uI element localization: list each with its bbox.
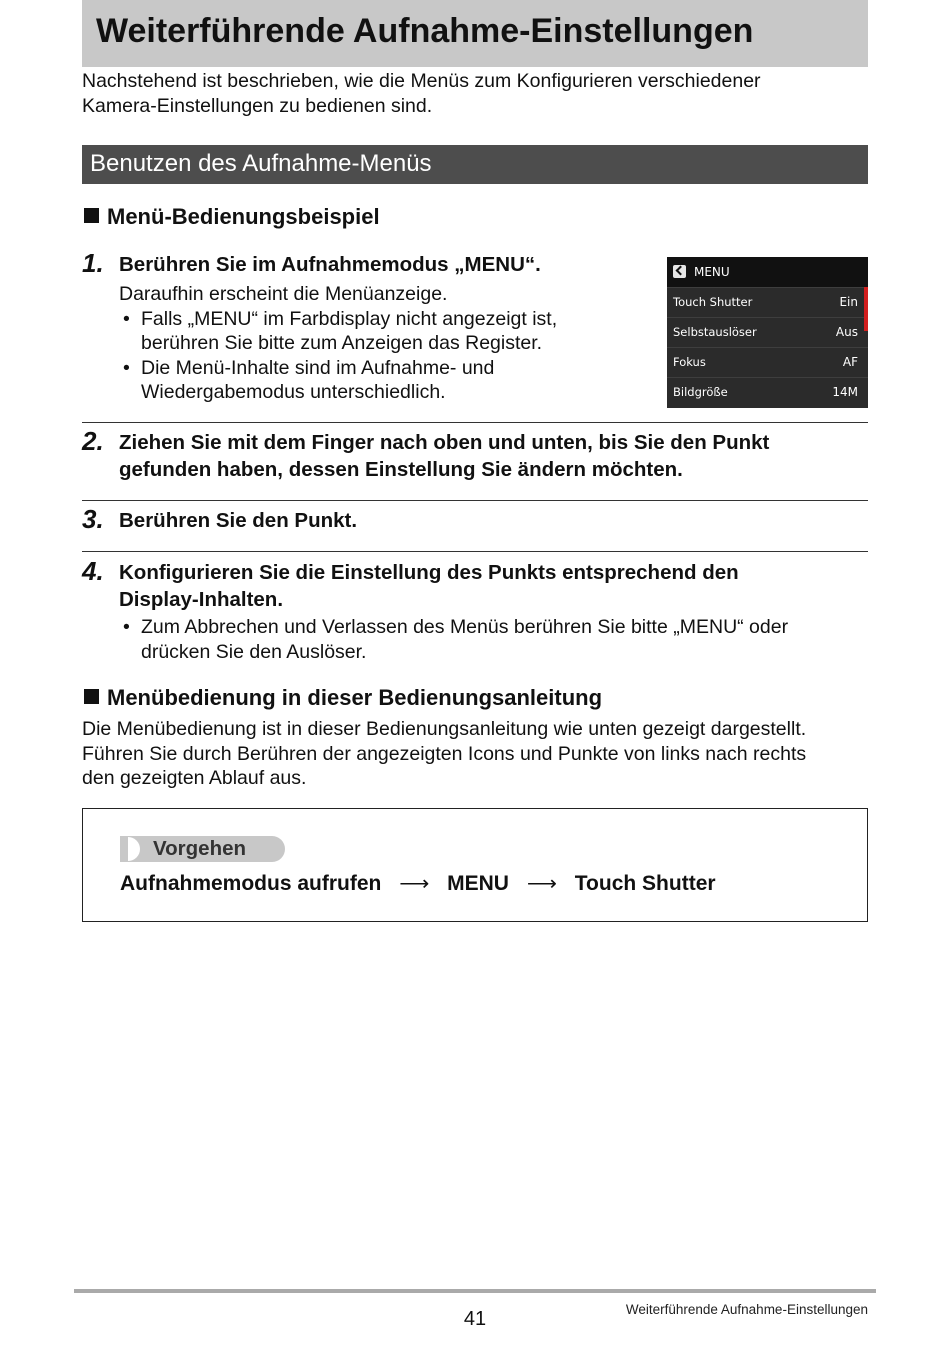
camera-menu-title: MENU [694,265,730,279]
arrow-right-icon: ⟶ [526,872,557,895]
row-label: Selbstauslöser [673,325,757,339]
step-title-line: Ziehen Sie mit dem Finger nach oben und unten, bis Sie den Punkt [119,431,770,454]
subheading-text: Menü-Bedienungsbeispiel [107,204,380,229]
bullet-line: Wiedergabemodus unterschiedlich. [141,381,446,403]
row-label: Touch Shutter [673,295,753,309]
paragraph-line: Die Menübedienung ist in dieser Bedienungsanleitung wie unten gezeigt dargestellt. [82,718,807,740]
step-title [119,559,869,613]
step-number: 1. [82,248,104,278]
square-bullet-icon [84,689,99,704]
procedure-step: MENU [447,872,509,895]
step-body [119,615,869,664]
camera-menu-row [667,317,868,347]
subheading-manual-notation [84,685,602,711]
camera-menu-header [667,257,868,287]
row-value: Ein [839,295,858,309]
page-number: 41 [463,1308,487,1330]
procedure-box [82,808,868,922]
step-title-line: Display-Inhalten. [119,588,284,611]
bullet-item [119,307,659,356]
paragraph-line: den gezeigten Ablauf aus. [82,767,307,789]
bullet-line: berühren Sie bitte zum Anzeigen das Register. [141,332,543,354]
section-title: Benutzen des Aufnahme-Menüs [90,150,432,177]
intro-line: Kamera-Einstellungen zu bedienen sind. [82,94,433,117]
step-title: Berühren Sie den Punkt. [119,509,358,532]
row-value: 14M [832,385,858,399]
divider [82,500,868,501]
page-title-bar [82,0,868,67]
procedure-step: Touch Shutter [574,872,716,895]
procedure-label-badge [120,836,285,862]
row-label: Fokus [673,355,706,369]
divider [82,422,868,423]
procedure-label: Vorgehen [153,837,247,860]
row-value: Aus [835,325,858,339]
paragraph-line: Führen Sie durch Berühren der angezeigten Icons und Punkte von links nach rechts [82,742,807,765]
bullet-item [119,615,869,664]
row-label: Bildgröße [673,385,728,399]
bullet-line: • Die Menü-Inhalte sind im Aufnahme- und [141,356,495,379]
page-title: Weiterführende Aufnahme-Einstellungen [96,12,754,50]
selection-indicator [864,287,868,331]
intro-paragraph [82,69,868,118]
camera-menu-row [667,347,868,377]
divider [82,551,868,552]
bullet-line: drücken Sie den Auslöser. [141,640,367,663]
step-number: 3. [82,504,104,534]
procedure-marker-icon [120,836,126,862]
subheading-menu-example [84,204,380,230]
step-text: Daraufhin erscheint die Menüanzeige. [119,283,448,305]
camera-menu-screenshot [667,257,868,408]
step-title: Berühren Sie im Aufnahmemodus „MENU“. [119,253,541,276]
step-number: 2. [82,426,104,456]
step-title-line: gefunden haben, dessen Einstellung Sie ändern möchten. [119,458,683,481]
bullet-line: • Falls „MENU“ im Farbdisplay nicht angezeigt ist, [141,307,558,330]
subheading-text: Menübedienung in dieser Bedienungsanleitung [107,685,603,710]
intro-line: Nachstehend ist beschrieben, wie die Menüs zum Konfigurieren verschiedener [82,70,761,92]
section-header [82,145,868,184]
step-title [119,429,869,483]
square-bullet-icon [84,208,99,223]
step-title-line: Konfigurieren Sie die Einstellung des Punkts entsprechend den [119,561,739,584]
procedure-step: Aufnahmemodus aufrufen [120,872,382,895]
row-value: AF [842,355,858,369]
bullet-item [119,356,659,405]
step-body [119,282,659,405]
camera-menu-row [667,377,868,408]
running-footer-title: Weiterführende Aufnahme-Einstellungen [625,1302,868,1317]
half-circle-icon [128,837,140,861]
back-arrow-icon [673,265,686,278]
footer-divider [74,1289,876,1293]
step-number: 4. [82,556,104,586]
camera-menu-row [667,287,868,317]
bullet-line: • Zum Abbrechen und Verlassen des Menüs berühren Sie bitte „MENU“ oder [141,616,789,638]
notation-paragraph [82,717,872,791]
procedure-path [120,871,716,896]
arrow-right-icon: ⟶ [399,872,430,895]
